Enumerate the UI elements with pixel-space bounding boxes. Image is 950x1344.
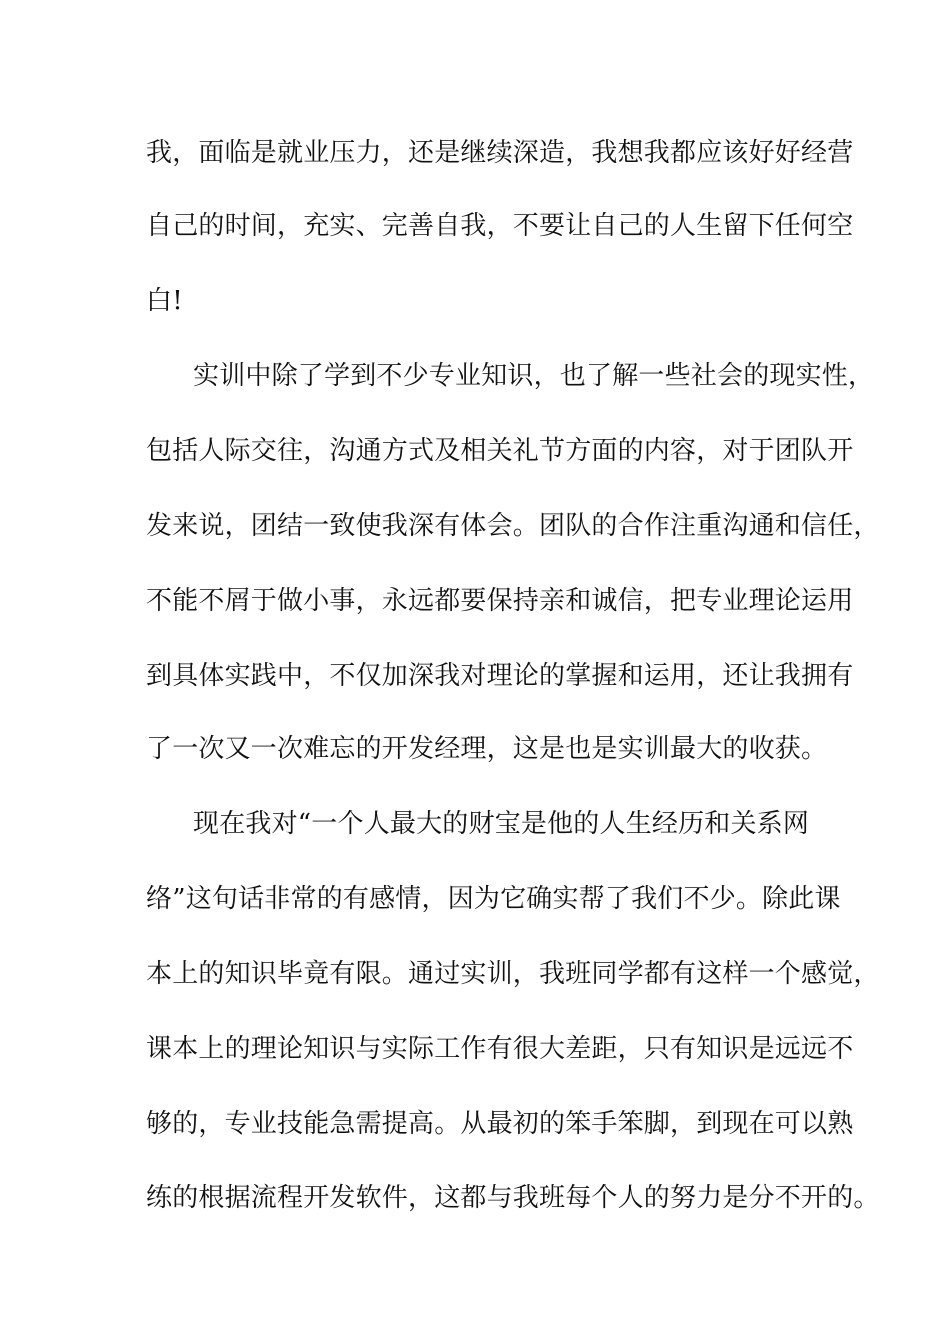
text-line: 练的根据流程开发软件，这都与我班每个人的努力是分不开的。 — [146, 1183, 880, 1213]
text-line: 到具体实践中，不仅加深我对理论的掌握和运用，还让我拥有 — [146, 661, 854, 691]
text-line: 本上的知识毕竟有限。通过实训，我班同学都有这样一个感觉， — [146, 959, 880, 989]
paragraph-first-line: 实训中除了学到不少专业知识，也了解一些社会的现实性， — [193, 361, 875, 391]
text-line: 自己的时间，充实、完善自我，不要让自己的人生留下任何空 — [146, 211, 854, 241]
text-line: 了一次又一次难忘的开发经理，这是也是实训最大的收获。 — [146, 734, 828, 764]
text-line: 发来说，团结一致使我深有体会。团队的合作注重沟通和信任， — [146, 511, 880, 541]
text-line: 课本上的理论知识与实际工作有很大差距，只有知识是远远不 — [146, 1034, 854, 1064]
text-line: 够的，专业技能急需提高。从最初的笨手笨脚，到现在可以熟 — [146, 1109, 854, 1139]
paragraph-first-line: 现在我对“一个人最大的财宝是他的人生经历和关系网 — [193, 809, 810, 839]
text-line: 不能不屑于做小事，永远都要保持亲和诚信，把专业理论运用 — [146, 586, 854, 616]
text-line: 白! — [146, 286, 183, 316]
text-line: 我，面临是就业压力，还是继续深造，我想我都应该好好经营 — [146, 138, 854, 168]
text-line: 包括人际交往，沟通方式及相关礼节方面的内容，对于团队开 — [146, 436, 854, 466]
text-line: 络”这句话非常的有感情，因为它确实帮了我们不少。除此课 — [146, 884, 841, 914]
